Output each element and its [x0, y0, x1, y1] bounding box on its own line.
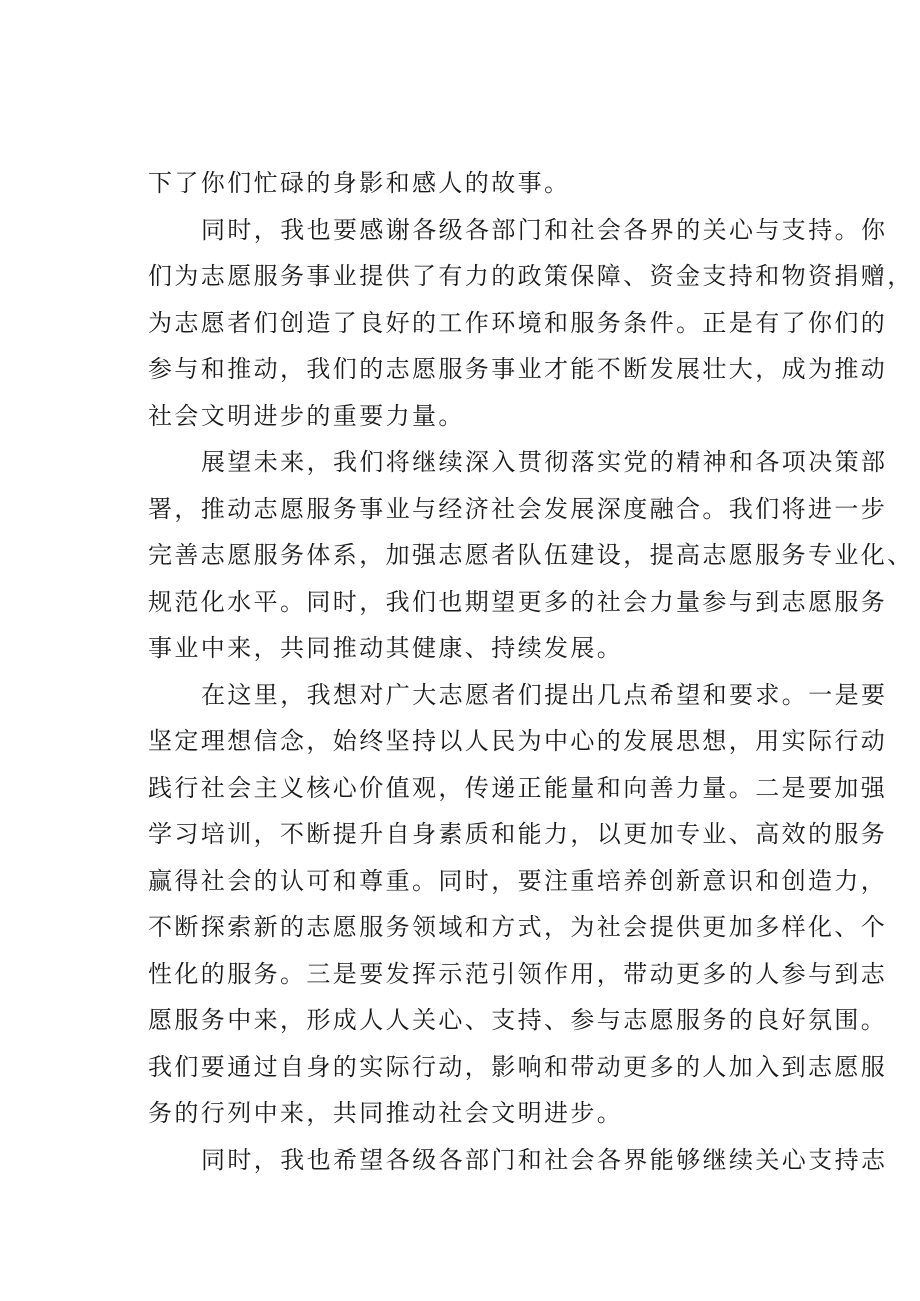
text-line: 学习培训，不断提升自身素质和能力，以更加专业、高效的服务: [148, 820, 888, 848]
paragraph-first-line: 在这里，我想对广大志愿者们提出几点希望和要求。一是要: [201, 680, 888, 709]
text-line: 性化的服务。三是要发挥示范引领作用，带动更多的人参与到志: [148, 959, 888, 988]
text-line: 署，推动志愿服务事业与经济社会发展深度融合。我们将进一步: [148, 494, 888, 523]
paragraph-first-line: 同时，我也希望各级各部门和社会各界能够继续关心支持志: [201, 1145, 888, 1174]
text-line: 事业中来，共同推动其健康、持续发展。: [148, 634, 624, 662]
text-line: 赢得社会的认可和尊重。同时，要注重培养创新意识和创造力，: [148, 866, 888, 895]
text-line: 规范化水平。同时，我们也期望更多的社会力量参与到志愿服务: [148, 587, 888, 616]
text-line: 不断探索新的志愿服务领域和方式，为社会提供更加多样化、个: [148, 913, 888, 941]
text-line: 我们要通过自身的实际行动，影响和带动更多的人加入到志愿服: [148, 1052, 888, 1081]
text-line: 参与和推动，我们的志愿服务事业才能不断发展壮大，成为推动: [148, 355, 888, 383]
text-line: 践行社会主义核心价值观，传递正能量和向善力量。二是要加强: [148, 773, 888, 802]
paragraph-first-line: 展望未来，我们将继续深入贯彻落实党的精神和各项决策部: [201, 448, 888, 476]
document-body: [148, 160, 914, 1183]
text-line: 社会文明进步的重要力量。: [148, 401, 465, 430]
text-line: 下了你们忙碌的身影和感人的故事。: [148, 169, 571, 197]
text-line: 们为志愿服务事业提供了有力的政策保障、资金支持和物资捐赠，: [148, 262, 914, 290]
paragraph-first-line: 同时，我也要感谢各级各部门和社会各界的关心与支持。你: [201, 215, 888, 244]
text-line: 完善志愿服务体系，加强志愿者队伍建设，提高志愿服务专业化、: [148, 541, 914, 569]
text-line: 务的行列中来，共同推动社会文明进步。: [148, 1099, 624, 1127]
text-line: 为志愿者们创造了良好的工作环境和服务条件。正是有了你们的: [148, 308, 888, 337]
text-line: 愿服务中来，形成人人关心、支持、参与志愿服务的良好氛围。: [148, 1006, 888, 1034]
text-line: 坚定理想信念，始终坚持以人民为中心的发展思想，用实际行动: [148, 727, 888, 755]
